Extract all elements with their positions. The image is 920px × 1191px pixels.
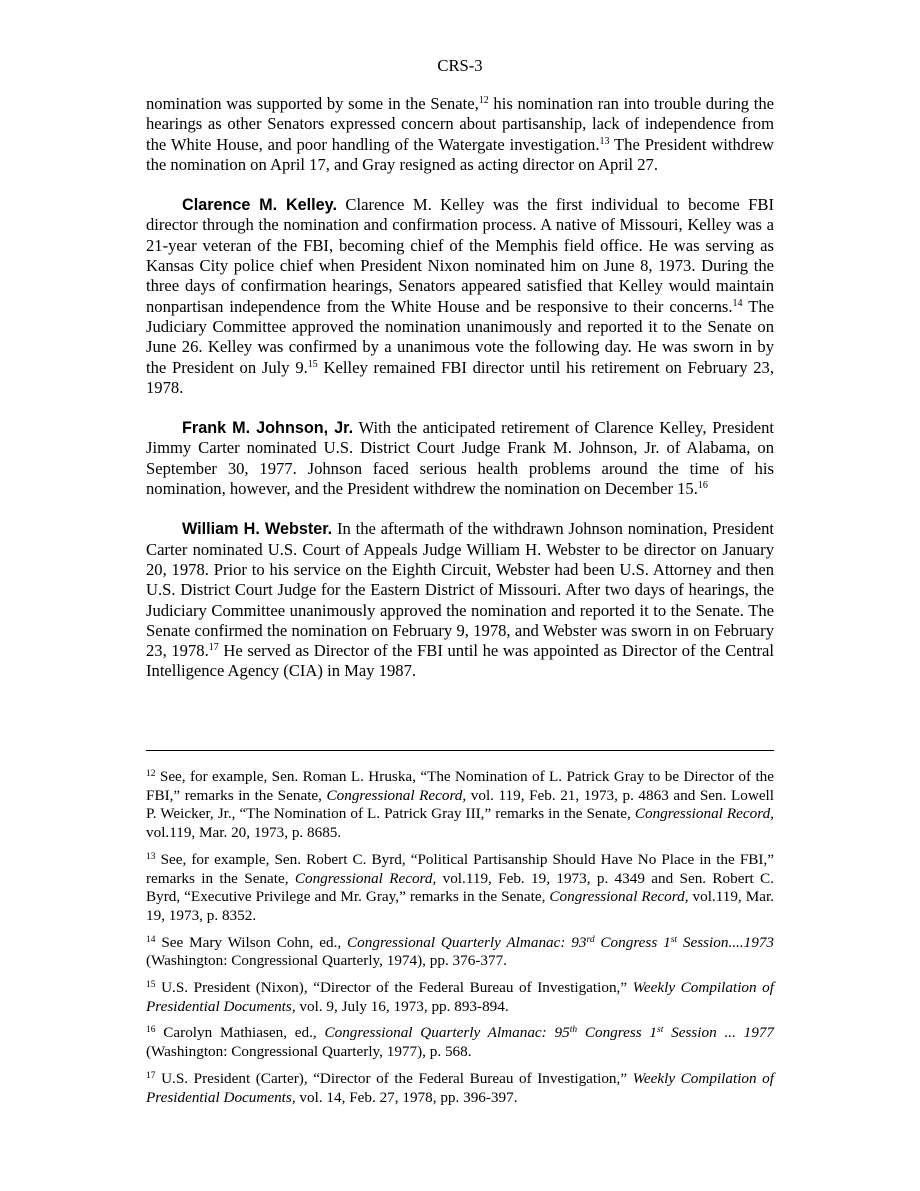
footnote-ref[interactable]: 14 bbox=[732, 297, 743, 309]
footnote-17 bbox=[146, 1070, 774, 1107]
paragraph-webster bbox=[146, 519, 774, 681]
footnote-16 bbox=[146, 1024, 774, 1061]
italic-citation: Congressional Quarterly Almanac: 93 bbox=[347, 933, 587, 951]
footnote-ref[interactable]: 13 bbox=[599, 135, 610, 147]
italic-citation: Session....1973 bbox=[677, 933, 775, 951]
ordinal-suffix bbox=[586, 935, 594, 945]
footnote-15 bbox=[146, 979, 774, 1016]
footnote-text: vol.119, Mar. 20, 1973, p. 8685. bbox=[146, 824, 342, 842]
footnote-text: vol. 119, Feb. 21, 1973, p. 4863 and Sen. Lowell P. Weicker, Jr., “The Nomination of L. Patrick Gray III,” remarks in the Senate, bbox=[146, 786, 774, 823]
footnote-number: 13 bbox=[146, 851, 156, 862]
italic-citation: Session ... 1977 bbox=[663, 1024, 774, 1042]
italic-citation: Congressional Record, bbox=[634, 805, 774, 823]
page-header: CRS-3 bbox=[437, 56, 483, 75]
text-run: nomination was supported by some in the Senate, bbox=[146, 94, 479, 113]
footnote-divider bbox=[146, 750, 774, 751]
paragraph-continuation bbox=[146, 94, 774, 175]
italic-citation: Congressional Quarterly Almanac: 95 bbox=[324, 1024, 570, 1042]
footnote-text: vol.119, Mar. 19, 1973, p. 8352. bbox=[146, 888, 774, 924]
body-text bbox=[146, 94, 774, 682]
italic-citation: st bbox=[657, 1025, 664, 1036]
footnote-text: Carolyn Mathiasen, ed., bbox=[155, 1024, 325, 1042]
footnote-text: U.S. President (Nixon), “Director of the Federal Bureau of Investigation,” bbox=[155, 979, 633, 997]
section-heading: Clarence M. Kelley. bbox=[182, 196, 337, 215]
text-run: The Judiciary Committee approved the nomination unanimously and reported it to the Senate on June 26. Kelley was confirmed by a unanimous vote the following day. He was sworn in by the President on July 9. bbox=[146, 296, 775, 377]
footnote-number: 14 bbox=[146, 934, 156, 945]
section-heading: Frank M. Johnson, Jr. bbox=[182, 419, 354, 438]
footnote-text: (Washington: Congressional Quarterly, 1974), pp. 376-377. bbox=[146, 952, 507, 970]
ordinal-suffix bbox=[570, 1025, 577, 1035]
italic-citation: Congress 1 bbox=[577, 1024, 658, 1042]
footnote-13 bbox=[146, 851, 774, 926]
footnote-text: , vol. 14, Feb. 27, 1978, pp. 396-397. bbox=[291, 1088, 518, 1106]
text-run: In the aftermath of the withdrawn Johnson nomination, President Carter nominated U.S. Court of Appeals Judge William H. Webster to be director on January 20, 1978. Prior to his service on the Eighth Circuit, Webster had been U.S. Attorney and then U.S. District Court Judge for the Eastern District of Missouri. After two days of hearings, the Judiciary Committee unanimously approved the nomination and reported it to the Senate. The Senate confirmed the nomination on February 9, 1978, and Webster was sworn in on February 23, 1978. bbox=[146, 519, 774, 661]
text-run: Kelley remained FBI director until his retirement on February 23, 1978. bbox=[146, 357, 774, 397]
footnote-number: 16 bbox=[146, 1025, 156, 1036]
paragraph-kelley bbox=[146, 195, 774, 398]
footnote-ref[interactable]: 15 bbox=[307, 358, 318, 370]
italic-citation: Congressional Record, bbox=[549, 888, 689, 906]
paragraph-johnson bbox=[146, 418, 774, 499]
italic-citation: Congressional Record, bbox=[326, 786, 467, 804]
text-run: his nomination ran into trouble during the hearings as other Senators expressed concern about partisanship, lack of independence from the White House, and poor handling of the Watergate investigation. bbox=[146, 94, 774, 154]
text-run: He served as Director of the FBI until he was appointed as Director of the Central Intelligence Agency (CIA) in May 1987. bbox=[146, 641, 774, 681]
text-run: The President withdrew the nomination on April 17, and Gray resigned as acting director on April 27. bbox=[146, 134, 774, 174]
footnote-text: , vol. 9, July 16, 1973, pp. 893-894. bbox=[291, 997, 509, 1015]
italic-citation: Weekly Compilation of Presidential Documents bbox=[146, 979, 775, 1015]
footnote-text: See, for example, Sen. Robert C. Byrd, “Political Partisanship Should Have No Place in the FBI,” remarks in the Senate, bbox=[146, 850, 774, 887]
footnote-text: (Washington: Congressional Quarterly, 1977), p. 568. bbox=[146, 1043, 472, 1061]
section-heading: William H. Webster. bbox=[182, 520, 333, 539]
footnote-number: 15 bbox=[146, 980, 156, 991]
footnote-text: U.S. President (Carter), “Director of the Federal Bureau of Investigation,” bbox=[155, 1069, 633, 1087]
italic-citation: st bbox=[670, 934, 678, 945]
footnote-12 bbox=[146, 768, 774, 843]
footnote-number: 17 bbox=[146, 1070, 156, 1081]
footnote-ref[interactable]: 17 bbox=[208, 642, 219, 654]
italic-citation: Congress 1 bbox=[594, 933, 671, 951]
footnote-number: 12 bbox=[146, 769, 156, 779]
italic-citation: th bbox=[569, 1025, 578, 1036]
footnote-text: vol.119, Feb. 19, 1973, p. 4349 and Sen. Robert C. Byrd, “Executive Privilege and Mr. Gray,” remarks in the Senate, bbox=[146, 869, 774, 906]
footnote-ref[interactable]: 16 bbox=[697, 480, 708, 492]
footnotes bbox=[146, 768, 774, 1115]
italic-citation: Congressional Record, bbox=[294, 869, 437, 887]
footnote-ref[interactable]: 12 bbox=[478, 95, 489, 106]
footnote-text: See, for example, Sen. Roman L. Hruska, “The Nomination of L. Patrick Gray to be Director of the FBI,” remarks in the Senate, bbox=[146, 768, 774, 804]
italic-citation: rd bbox=[586, 934, 595, 945]
text-run: With the anticipated retirement of Clarence Kelley, President Jimmy Carter nominated U.S. District Court Judge Frank M. Johnson, Jr. of Alabama, on September 30, 1977. Johnson faced serious health problems around the time of his nomination, however, and the President withdrew the nomination on December 15. bbox=[146, 418, 775, 499]
footnote-14 bbox=[146, 934, 774, 971]
italic-citation: Weekly Compilation of Presidential Documents bbox=[146, 1069, 774, 1106]
text-run: Clarence M. Kelley was the first individual to become FBI director through the nomination and confirmation process. A native of Missouri, Kelley was a 21-year veteran of the FBI, becoming chief of the Memphis field office. He was serving as Kansas City police chief when President Nixon nominated him on June 8, 1973. During the three days of confirmation hearings, Senators appeared satisfied that Kelley would maintain nonpartisan independence from the White House and be responsive to their concerns. bbox=[146, 195, 774, 316]
footnote-text: See Mary Wilson Cohn, ed., bbox=[155, 933, 348, 951]
